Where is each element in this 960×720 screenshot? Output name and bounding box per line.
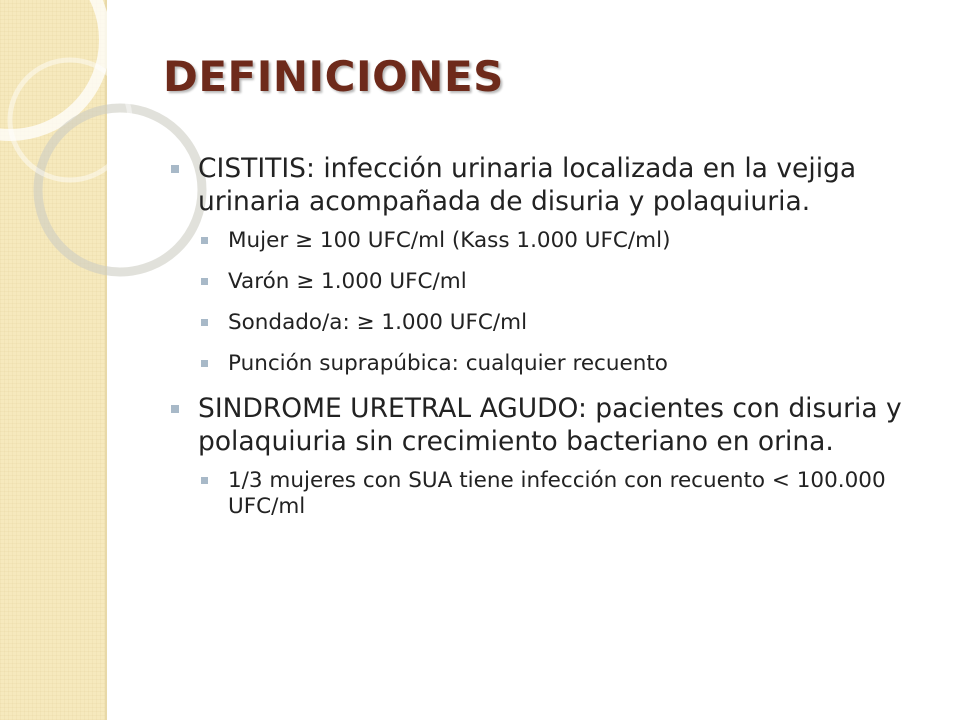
- sindrome-sub-list: [168, 468, 938, 520]
- sub-bullet-sondado: Sondado/a: ≥ 1.000 UFC/ml: [198, 310, 938, 336]
- bullet-sindrome-uretral: SINDROME URETRAL AGUDO: pacientes con disuria y polaquiuria sin crecimiento bacteriano en orina.: [168, 392, 938, 458]
- slide-content: [168, 152, 938, 535]
- bullet-cistitis: CISTITIS: infección urinaria localizada en la vejiga urinaria acompañada de disuria y polaquiuria.: [168, 152, 938, 218]
- sub-bullet-sua: 1/3 mujeres con SUA tiene infección con recuento < 100.000 UFC/ml: [198, 468, 938, 520]
- slide-title: DEFINICIONES: [163, 52, 504, 101]
- cistitis-sub-list: [168, 228, 938, 377]
- sub-bullet-varon: Varón ≥ 1.000 UFC/ml: [198, 269, 938, 295]
- sub-bullet-puncion: Punción suprapúbica: cualquier recuento: [198, 351, 938, 377]
- decorative-side-band: [0, 0, 105, 720]
- side-band-border: [105, 0, 107, 720]
- sub-bullet-mujer: Mujer ≥ 100 UFC/ml (Kass 1.000 UFC/ml): [198, 228, 938, 254]
